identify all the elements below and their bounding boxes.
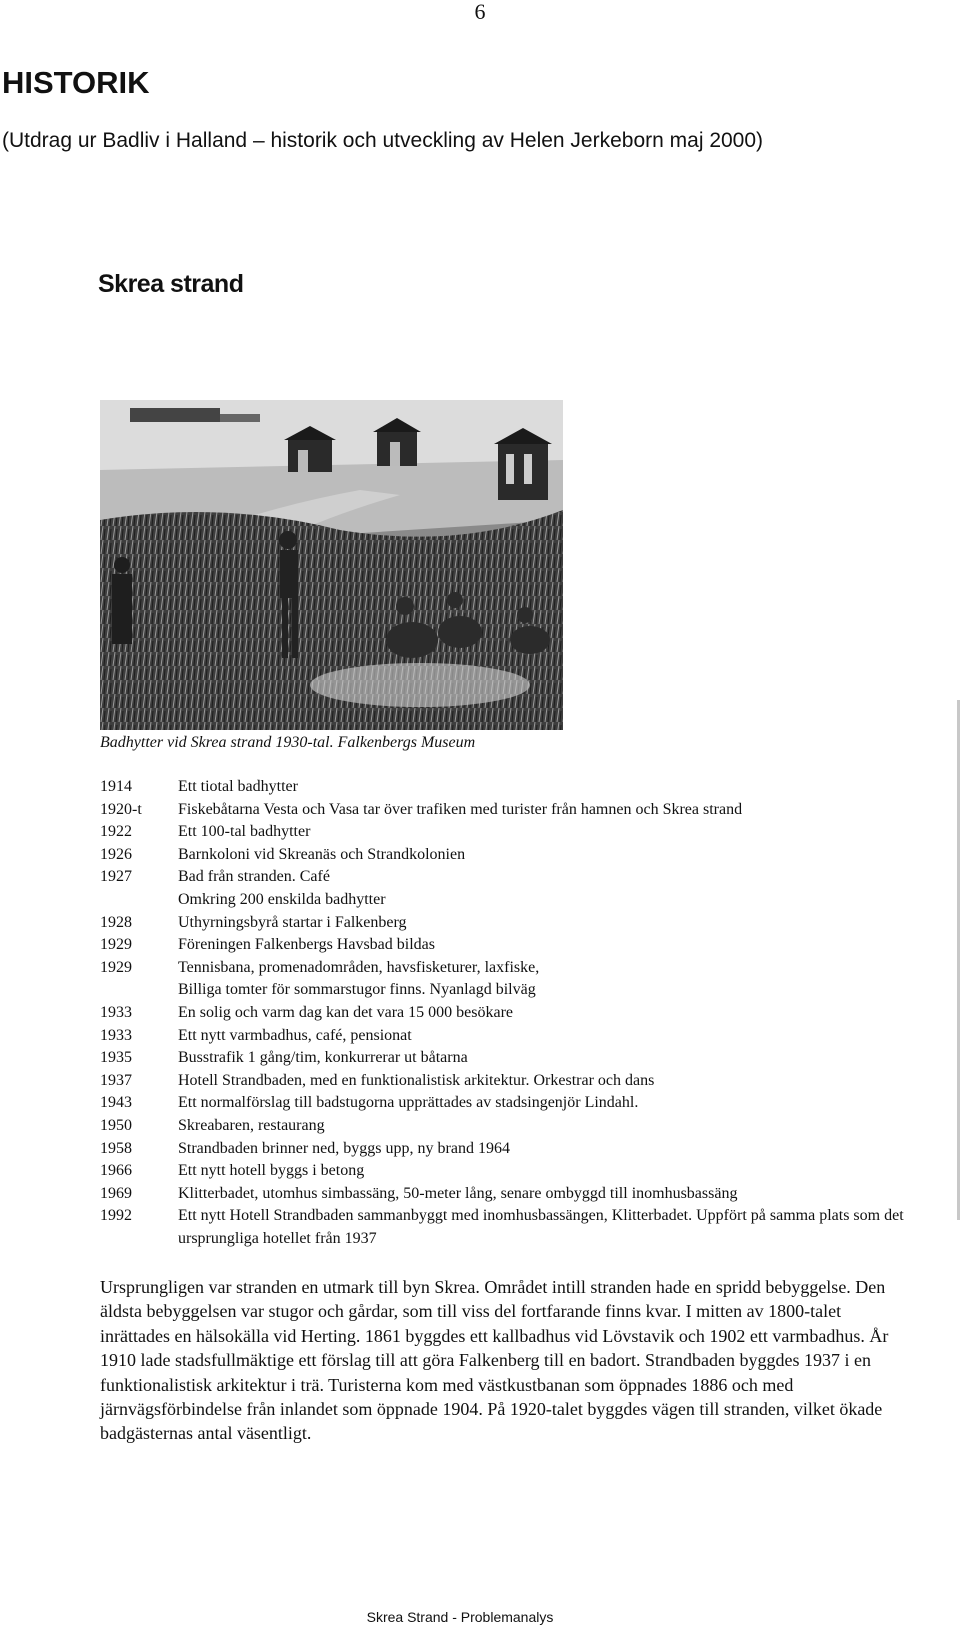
timeline-year: 1937 [100,1071,132,1089]
timeline-year [100,889,178,912]
timeline-row [100,1025,920,1048]
timeline-row [100,1138,920,1161]
timeline-row [100,866,920,889]
timeline-text: Busstrafik 1 gång/tim, konkurrerar ut båtarna [178,1049,468,1067]
timeline-row [100,1205,920,1250]
page-footer: Skrea Strand - Problemanalys [366,1609,554,1625]
timeline-year: 1926 [100,845,132,863]
timeline-text: Strandbaden brinner ned, byggs upp, ny brand 1964 [178,1139,510,1157]
timeline-year: 1922 [100,823,132,841]
timeline-row [100,799,920,822]
timeline-row [100,821,920,844]
timeline-row [100,1002,920,1025]
timeline-year: 1933 [100,1026,132,1044]
timeline-text: Barnkoloni vid Skreanäs och Strandkolonien [178,845,466,863]
timeline-year: 1933 [100,1003,132,1021]
timeline-text: Uthyrningsbyrå startar i Falkenberg [178,913,407,931]
timeline-row [100,934,920,957]
timeline-text: Hotell Strandbaden, med en funktionalistisk arkitektur. Orkestrar och dans [178,1071,655,1089]
timeline-row [100,889,920,912]
timeline-text: Ett nytt hotell byggs i betong [178,1162,365,1180]
distant-building [130,408,220,422]
timeline-year: 1969 [100,1184,132,1202]
timeline-row [100,1160,920,1183]
timeline-row [100,1070,920,1093]
timeline-year: 1927 [100,868,132,886]
timeline-text: Ett nytt Hotell Strandbaden sammanbyggt med inomhusbassängen, Klitterbadet. Uppfört på samma plats som det ursprungliga hotellet från 1937 [178,1207,904,1247]
timeline-row [100,776,920,799]
timeline [100,776,920,1250]
timeline-year: 1958 [100,1139,132,1157]
timeline-year: 1935 [100,1049,132,1067]
page-number: 6 [474,0,486,24]
timeline-row [100,1092,920,1115]
timeline-year: 1928 [100,913,132,931]
timeline-text: Ett normalförslag till badstugorna upprättades av stadsingenjör Lindahl. [178,1094,639,1112]
timeline-row [100,1115,920,1138]
timeline-year: 1920-t [100,800,142,818]
timeline-text: Föreningen Falkenbergs Havsbad bildas [178,936,435,954]
timeline-year: 1943 [100,1094,132,1112]
timeline-year: 1950 [100,1116,132,1134]
beach-huts-illustration [100,400,563,730]
timeline-year: 1966 [100,1162,132,1180]
timeline-text: Omkring 200 enskilda badhytter [178,890,386,908]
document-subtitle: (Utdrag ur Badliv i Halland – historik och utveckling av Helen Jerkeborn maj 2000) [2,129,764,152]
timeline-row [100,1183,920,1206]
timeline-text: En solig och varm dag kan det vara 15 000 besökare [178,1003,514,1021]
timeline-row [100,979,920,1002]
timeline-text: Fiskebåtarna Vesta och Vasa tar över trafiken med turister från hamnen och Skrea strand [178,800,743,818]
section-title: Skrea strand [98,270,244,298]
timeline-year: 1929 [100,958,132,976]
timeline-text: Klitterbadet, utomhus simbassäng, 50-meter lång, senare ombyggd till inomhusbassäng [178,1184,738,1202]
timeline-text: Tennisbana, promenadområden, havsfisketurer, laxfiske, [178,958,540,976]
beach-huts-photo [100,400,563,730]
timeline-text: Ett tiotal badhytter [178,778,298,795]
timeline-text: Billiga tomter för sommarstugor finns. Nyanlagd bilväg [178,981,536,999]
timeline-row [100,957,920,980]
timeline-year: 1992 [100,1207,132,1225]
body-paragraph: Ursprungligen var stranden en utmark till byn Skrea. Området intill stranden hade en spridd bebyggelse. Den äldsta bebyggelsen var stugor och gårdar, som till viss del fortfarande finns kvar. I mitten av 1800-talet inrättades en hälsokälla vid Herting. 1861 byggdes ett kallbadhus vid Lövstavik och 1902 ett varmbadhus. År 1910 lade stadsfullmäktige ett förslag till att göra Falkenberg till en badort. Strandbaden byggdes 1937 i en funktionalistisk arkitektur i trä. Turisterna kom med västkustbanan som öppnades 1886 och med järnvägsförbindelse från inlandet som öppnade 1904. På 1920-talet byggdes vägen till stranden, vilket ökade badgästernas antal väsentligt. [100,1277,889,1444]
timeline-year: 1914 [100,778,132,795]
photo-caption: Badhytter vid Skrea strand 1930-tal. Falkenbergs Museum [100,734,476,751]
timeline-text: Ett 100-tal badhytter [178,823,311,841]
timeline-row [100,844,920,867]
timeline-year [100,979,178,1002]
timeline-row [100,1047,920,1070]
timeline-year: 1929 [100,936,132,954]
document-title: HISTORIK [2,65,150,100]
timeline-row [100,912,920,935]
timeline-text: Ett nytt varmbadhus, café, pensionat [178,1026,412,1044]
timeline-text: Skreabaren, restaurang [178,1116,325,1134]
timeline-text: Bad från stranden. Café [178,868,330,886]
